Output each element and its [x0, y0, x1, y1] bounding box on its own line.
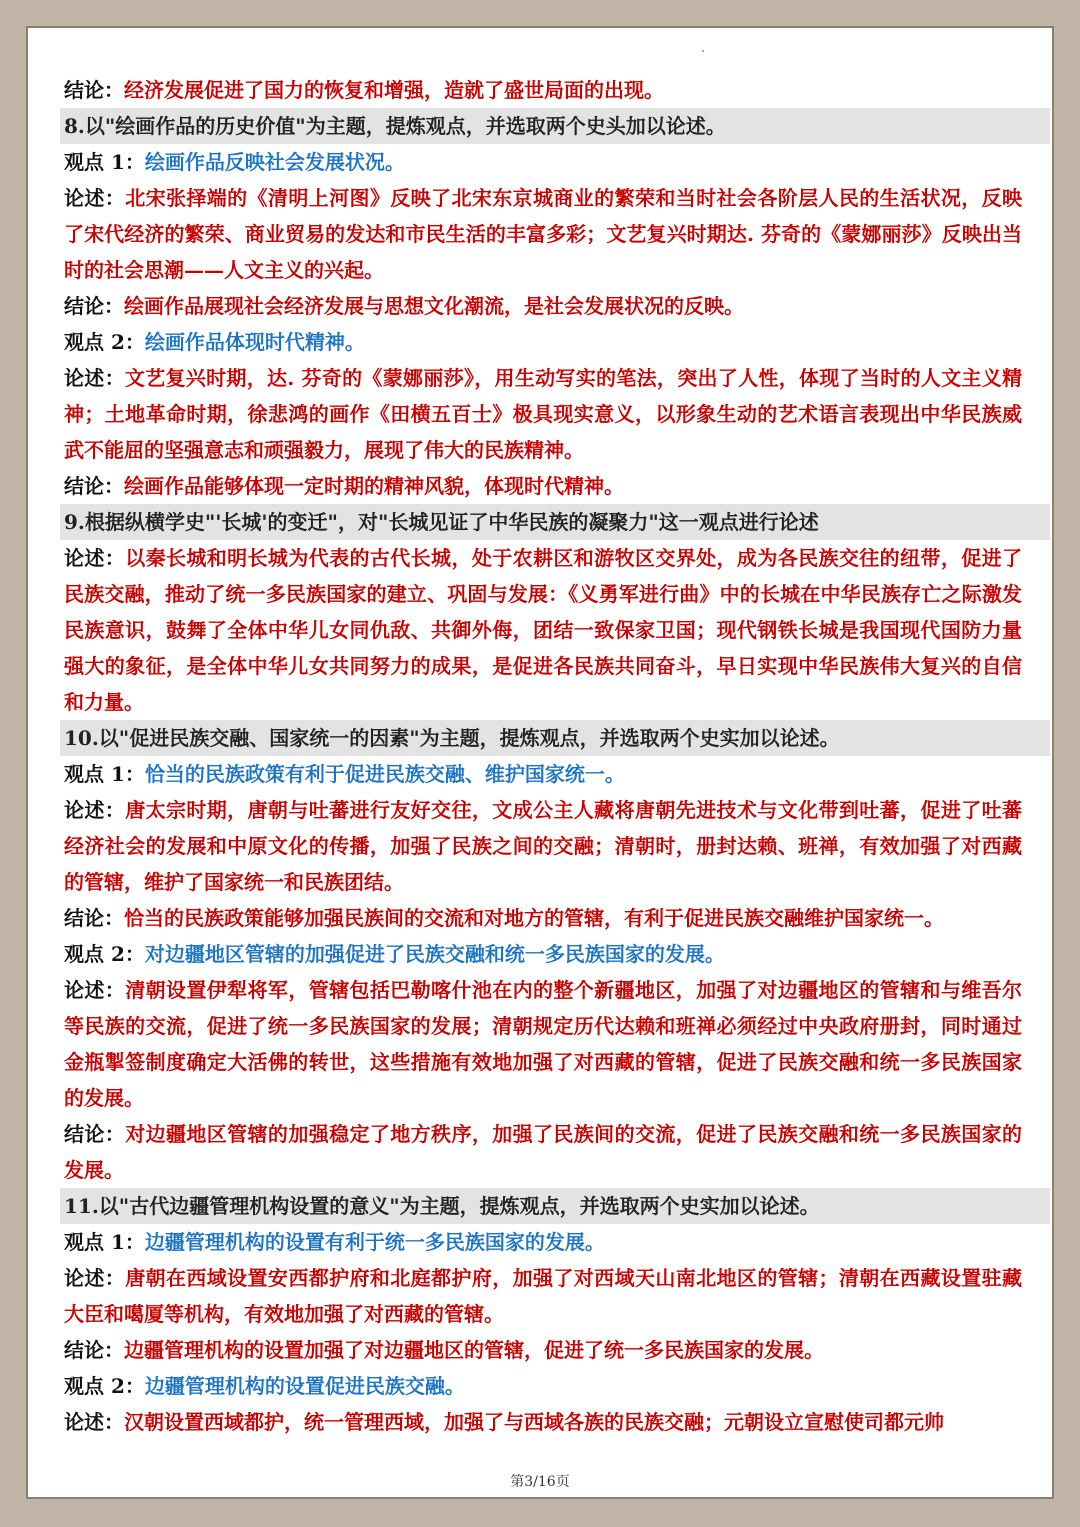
question-heading: 11.以"古代边疆管理机构设置的意义"为主题，提炼观点，并选取两个史实加以论述。: [60, 1188, 1050, 1224]
document-body: [64, 72, 1022, 1440]
question-heading: 8.以"绘画作品的历史价值"为主题，提炼观点，并选取两个史头加以论述。: [60, 108, 1050, 144]
viewpoint-paragraph: [64, 756, 1022, 792]
conclusion-label: 结论：: [64, 1122, 126, 1146]
viewpoint-paragraph: [64, 144, 1022, 180]
argument-text: 唐太宗时期，唐朝与吐蕃进行友好交往，文成公主人藏将唐朝先进技术与文化带到吐蕃，促进了吐蕃经济社会的发展和中原文化的传播，加强了民族之间的交融；清朝时，册封达赖、班禅，有效加强了对西藏的管辖，维护了国家统一和民族团结。: [64, 798, 1023, 894]
question-heading: 9.根据纵横学史"'长城'的变迁"，对"长城见证了中华民族的凝聚力"这一观点进行论述: [60, 504, 1050, 540]
viewpoint-label: 观点 1：: [64, 150, 145, 174]
conclusion-paragraph: [64, 288, 1022, 324]
viewpoint-label: 观点 2：: [64, 1374, 145, 1398]
argument-label: 论述：: [64, 366, 125, 390]
argument-text: 清朝设置伊犁将军，管辖包括巴勒喀什池在内的整个新疆地区，加强了对边疆地区的管辖和与维吾尔等民族的交流，促进了统一多民族国家的发展；清朝规定历代达赖和班禅必须经过中央政府册封，同时通过金瓶掣签制度确定大活佛的转世，这些措施有效地加强了对西藏的管辖，促进了民族交融和统一多民族国家的发展。: [64, 978, 1023, 1110]
argument-label: 论述：: [64, 186, 126, 210]
argument-label: 论述：: [64, 798, 126, 822]
argument-paragraph: [64, 360, 1022, 468]
conclusion-text: 边疆管理机构的设置加强了对边疆地区的管辖，促进了统一多民族国家的发展。: [124, 1338, 824, 1362]
argument-text: 以秦长城和明长城为代表的古代长城，处于农耕区和游牧区交界处，成为各民族交往的纽带，促进了民族交融，推动了统一多民族国家的建立、巩固与发展：《义勇军进行曲》中的长城在中华民族存亡之际激发民族意识，鼓舞了全体中华儿女同仇敌、共御外侮，团结一致保家卫国；现代钢铁长城是我国现代国防力量强大的象征，是全体中华儿女共同努力的成果，是促进各民族共同奋斗，早日实现中华民族伟大复兴的自信和力量。: [64, 546, 1023, 714]
page-number: 第3/16页: [510, 1474, 570, 1490]
conclusion-label: 结论：: [64, 906, 124, 930]
document-page: [26, 26, 1054, 1499]
conclusion-label: 结论：: [64, 294, 124, 318]
argument-paragraph: [64, 972, 1022, 1116]
viewpoint-paragraph: [64, 1224, 1022, 1260]
conclusion-text: 经济发展促进了国力的恢复和增强，造就了盛世局面的出现。: [124, 78, 664, 102]
conclusion-paragraph: [64, 468, 1022, 504]
conclusion-label: 结论：: [64, 78, 124, 102]
argument-text: 汉朝设置西域都护，统一管理西域，加强了与西域各族的民族交融；元朝设立宣慰使司都元帅: [124, 1410, 944, 1434]
viewpoint-text: 绘画作品体现时代精神。: [144, 330, 365, 354]
conclusion-paragraph: [64, 1332, 1022, 1368]
argument-paragraph: [64, 1404, 1022, 1440]
argument-label: 论述：: [64, 1266, 126, 1290]
viewpoint-label: 观点 2：: [64, 330, 145, 354]
viewpoint-label: 观点 2：: [64, 942, 145, 966]
viewpoint-text: 边疆管理机构的设置有利于统一多民族国家的发展。: [144, 1230, 605, 1254]
viewpoint-text: 对边疆地区管辖的加强促进了民族交融和统一多民族国家的发展。: [144, 942, 725, 966]
conclusion-paragraph: [64, 1116, 1022, 1188]
viewpoint-label: 观点 1：: [64, 762, 145, 786]
conclusion-label: 结论：: [64, 1338, 124, 1362]
speck-mark: [702, 50, 704, 52]
argument-label: 论述：: [64, 546, 126, 570]
argument-text: 唐朝在西域设置安西都护府和北庭都护府，加强了对西域天山南北地区的管辖；清朝在西藏设置驻藏大臣和噶厦等机构，有效地加强了对西藏的管辖。: [64, 1266, 1023, 1326]
viewpoint-text: 边疆管理机构的设置促进民族交融。: [144, 1374, 465, 1398]
question-heading: 10.以"促进民族交融、国家统一的因素"为主题，提炼观点，并选取两个史实加以论述。: [60, 720, 1050, 756]
argument-paragraph: [64, 180, 1022, 288]
argument-label: 论述：: [64, 1410, 124, 1434]
viewpoint-label: 观点 1：: [64, 1230, 145, 1254]
argument-text: 北宋张择端的《清明上河图》反映了北宋东京城商业的繁荣和当时社会各阶层人民的生活状况，反映了宋代经济的繁荣、商业贸易的发达和市民生活的丰富多彩；文艺复兴时期达. 芬奇的《蒙娜丽莎》反映出当时的社会思潮——人文主义的兴起。: [64, 186, 1023, 282]
conclusion-text: 恰当的民族政策能够加强民族间的交流和对地方的管辖，有利于促进民族交融维护国家统一。: [124, 906, 944, 930]
viewpoint-paragraph: [64, 936, 1022, 972]
argument-text: 文艺复兴时期，达. 芬奇的《蒙娜丽莎》，用生动写实的笔法，突出了人性，体现了当时的人文主义精神；土地革命时期，徐悲鸿的画作《田横五百士》极具现实意义，以形象生动的艺术语言表现出中华民族威武不能屈的坚强意志和顽强毅力，展现了伟大的民族精神。: [64, 366, 1022, 462]
viewpoint-paragraph: [64, 1368, 1022, 1404]
viewpoint-text: 绘画作品反映社会发展状况。: [144, 150, 405, 174]
viewpoint-text: 恰当的民族政策有利于促进民族交融、维护国家统一。: [144, 762, 625, 786]
conclusion-text: 对边疆地区管辖的加强稳定了地方秩序，加强了民族间的交流，促进了民族交融和统一多民族国家的发展。: [64, 1122, 1023, 1182]
conclusion-paragraph: [64, 900, 1022, 936]
conclusion-text: 绘画作品能够体现一定时期的精神风貌，体现时代精神。: [124, 474, 624, 498]
viewpoint-paragraph: [64, 324, 1022, 360]
conclusion-text: 绘画作品展现社会经济发展与思想文化潮流，是社会发展状况的反映。: [124, 294, 744, 318]
argument-label: 论述：: [64, 978, 126, 1002]
argument-paragraph: [64, 792, 1022, 900]
argument-paragraph: [64, 540, 1022, 720]
conclusion-label: 结论：: [64, 474, 124, 498]
conclusion-paragraph: [64, 72, 1022, 108]
argument-paragraph: [64, 1260, 1022, 1332]
